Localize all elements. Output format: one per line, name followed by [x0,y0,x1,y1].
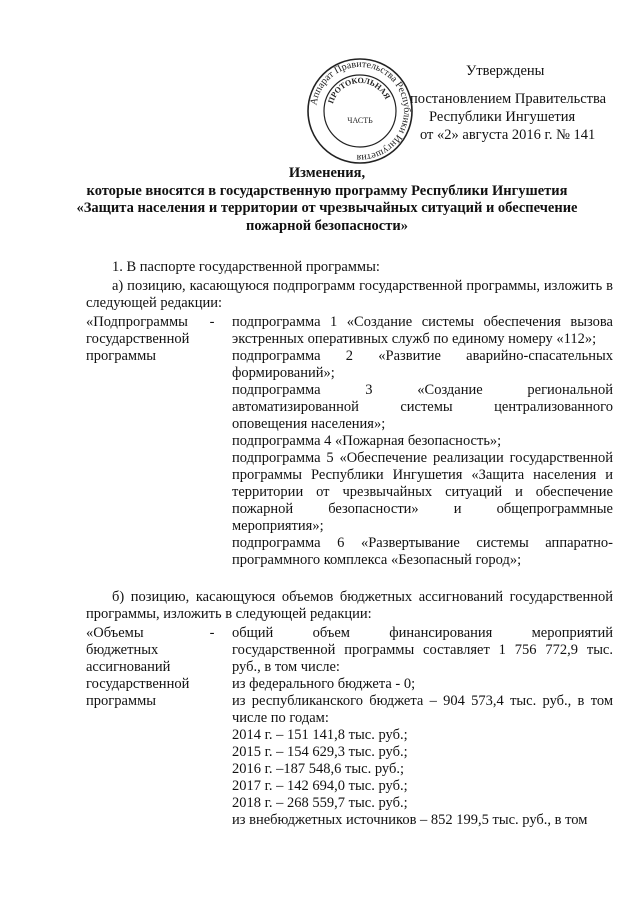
approval-line-1: Утверждены [466,63,545,79]
paragraph-3: б) позицию, касающуюся объемов бюджетных ассигнований государственной программы, изложить в следующей редакции: [86,589,613,622]
paragraph-1: 1. В паспорте государственной программы: [112,259,380,275]
title-line-3: «Защита населения и территории от чрезвычайных ситуаций и обеспечение [76,200,578,216]
subprogram-item-5: подпрограмма 5 «Обеспечение реализации государственной программы Республики Ингушетия «Защита населения и территории от чрезвычайных ситуаций и обеспечение пожарной безопасности» и общепрограммные мероприятия»; [232,450,613,534]
document-title [60,165,594,235]
subprogram-item-2: подпрограмма 2 «Развитие аварийно-спасательных формирований»; [232,348,613,381]
budget-item-8: 2018 г. – 268 559,7 тыс. руб.; [232,795,408,811]
budget-item-7: 2017 г. – 142 694,0 тыс. руб.; [232,778,408,794]
budget-item-5: 2015 г. – 154 629,3 тыс. руб.; [232,744,408,760]
budget-item-6: 2016 г. –187 548,6 тыс. руб.; [232,761,404,777]
budget-list [232,625,613,829]
subprogram-item-3: подпрограмма 3 «Создание региональной автоматизированной системы централизованного оповещения населения»; [232,382,613,432]
seal-outer-text: Аппарат Правительства Республики Ингушетия [308,58,413,164]
title-line-4: пожарной безопасности» [246,217,408,234]
subprogram-item-4: подпрограмма 4 «Пожарная безопасность»; [232,433,502,449]
budget-item-4: 2014 г. – 151 141,8 тыс. руб.; [232,727,408,743]
paragraph-2: а) позицию, касающуюся подпрограмм государственной программы, изложить в следующей редакции: [86,278,613,311]
subprograms-dash: - [209,314,215,330]
approval-line-2: постановлением Правительства [410,91,607,107]
budget-item-2: из федерального бюджета - 0; [232,676,416,692]
title-line-1: Изменения, [288,165,366,181]
approval-line-4: от «2» августа 2016 г. № 141 [420,127,596,143]
budget-dash: - [209,625,215,641]
subprograms-label: «Подпрограммы государственной программы [86,314,190,364]
title-line-2: которые вносятся в государственную программу Республики Ингушетия [86,182,568,199]
budget-label: «Объемы бюджетных ассигнований государственной программы [86,625,190,709]
approval-line-3: Республики Ингушетия [429,109,576,125]
seal-inner-text: ПРОТОКОЛЬНАЯ [326,75,392,105]
protocol-seal [306,57,414,165]
budget-item-3: из республиканского бюджета – 904 573,4 тыс. руб., в том числе по годам: [232,693,613,726]
budget-item-9: из внебюджетных источников – 852 199,5 тыс. руб., в том [232,812,588,828]
subprograms-list [232,314,613,569]
budget-item-1: общий объем финансирования мероприятий государственной программы составляет 1 756 772,9 тыс. руб., в том числе: [232,625,613,675]
subprogram-item-6: подпрограмма 6 «Развертывание системы аппаратно-программного комплекса «Безопасный город»; [232,535,613,568]
subprogram-item-1: подпрограмма 1 «Создание системы обеспечения вызова экстренных оперативных служб по единому номеру «112»; [232,314,613,347]
seal-center-text: ЧАСТЬ [347,116,373,125]
